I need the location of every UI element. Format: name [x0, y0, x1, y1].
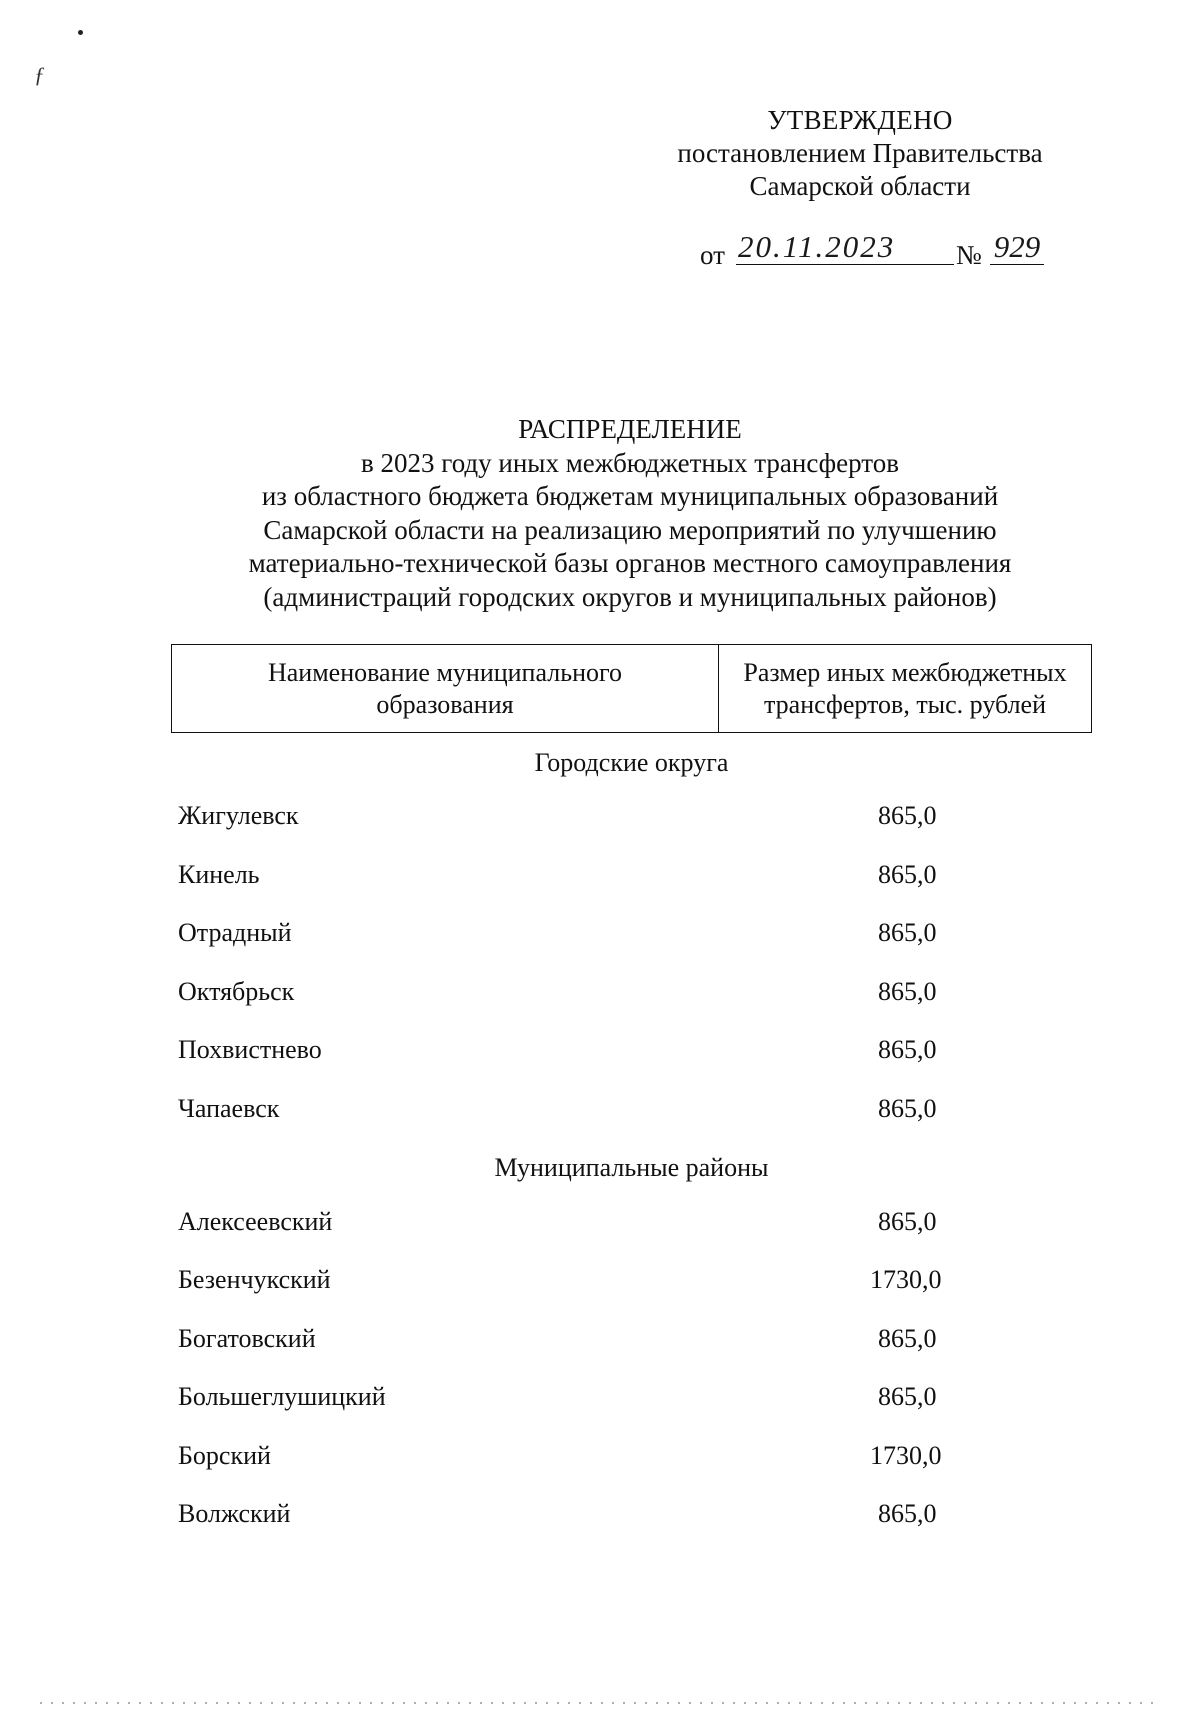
table-row	[178, 1324, 1078, 1358]
table-row	[178, 977, 1078, 1011]
row-name: Кинель	[178, 860, 260, 889]
heading-line: Самарской области на реализацию мероприятий по улучшению	[263, 514, 997, 545]
section-title-urban-districts: Городские округа	[534, 748, 729, 777]
table-row	[178, 1094, 1078, 1128]
approval-block	[600, 104, 1120, 203]
number-prefix: №	[956, 240, 982, 270]
heading-line: (администраций городских округов и муниципальных районов)	[263, 581, 997, 612]
document-heading	[100, 413, 1160, 614]
scan-dot	[78, 30, 83, 35]
section-title-municipal-districts: Муниципальные районы	[494, 1153, 769, 1182]
row-amount: 865,0	[878, 801, 937, 830]
row-name: Безенчукский	[178, 1265, 331, 1294]
date-prefix: от	[700, 240, 725, 270]
row-name: Чапаевск	[178, 1094, 280, 1123]
row-name: Богатовский	[178, 1324, 316, 1353]
table-row	[178, 1207, 1078, 1241]
row-amount: 865,0	[878, 918, 937, 947]
table-row	[178, 860, 1078, 894]
table-row	[178, 1265, 1078, 1299]
approval-line-2: постановлением Правительства	[677, 138, 1043, 168]
corner-mark: ƒ	[34, 62, 45, 87]
row-amount: 865,0	[878, 1035, 937, 1064]
resolution-reference	[700, 229, 1120, 270]
row-amount: 865,0	[878, 1207, 937, 1236]
row-amount: 1730,0	[870, 1265, 942, 1294]
column-header-amount-line: трансфертов, тыс. рублей	[763, 689, 1047, 719]
table-row	[178, 1035, 1078, 1069]
heading-line: в 2023 году иных межбюджетных трансфертов	[361, 447, 899, 478]
row-amount: 865,0	[878, 860, 937, 889]
row-amount: 865,0	[878, 1324, 937, 1353]
column-header-amount	[719, 645, 1091, 732]
resolution-number: 929	[990, 232, 1044, 265]
row-name: Октябрьск	[178, 977, 295, 1006]
table-row	[178, 918, 1078, 952]
row-name: Отрадный	[178, 918, 292, 947]
heading-line: материально-технической базы органов местного самоуправления	[248, 548, 1012, 578]
table-row	[178, 1499, 1078, 1533]
row-amount: 865,0	[878, 977, 937, 1006]
approval-line-3: Самарской области	[749, 171, 971, 201]
table-row	[178, 1441, 1078, 1475]
approval-title: УТВЕРЖДЕНО	[767, 105, 953, 135]
row-amount: 865,0	[878, 1094, 937, 1123]
row-amount: 865,0	[878, 1382, 937, 1411]
row-name: Алексеевский	[178, 1207, 333, 1236]
row-name: Борский	[178, 1441, 271, 1470]
row-amount: 1730,0	[870, 1441, 942, 1470]
row-name: Жигулевск	[178, 801, 299, 830]
column-header-name-line: образования	[376, 689, 514, 719]
table-row	[178, 1382, 1078, 1416]
row-name: Большеглушицкий	[178, 1382, 386, 1411]
scan-noise-line	[40, 1702, 1160, 1704]
row-name: Похвистнево	[178, 1035, 322, 1064]
heading-line: из областного бюджета бюджетам муниципальных образований	[261, 481, 999, 511]
column-header-name	[172, 645, 719, 732]
document-title: РАСПРЕДЕЛЕНИЕ	[518, 414, 742, 444]
table-header	[171, 644, 1092, 733]
row-name: Волжский	[178, 1499, 291, 1528]
column-header-name-line: Наименование муниципального	[267, 657, 623, 687]
table-row	[178, 801, 1078, 835]
column-header-amount-line: Размер иных межбюджетных	[743, 657, 1067, 687]
resolution-date: 20.11.2023	[736, 232, 954, 265]
row-amount: 865,0	[878, 1499, 937, 1528]
